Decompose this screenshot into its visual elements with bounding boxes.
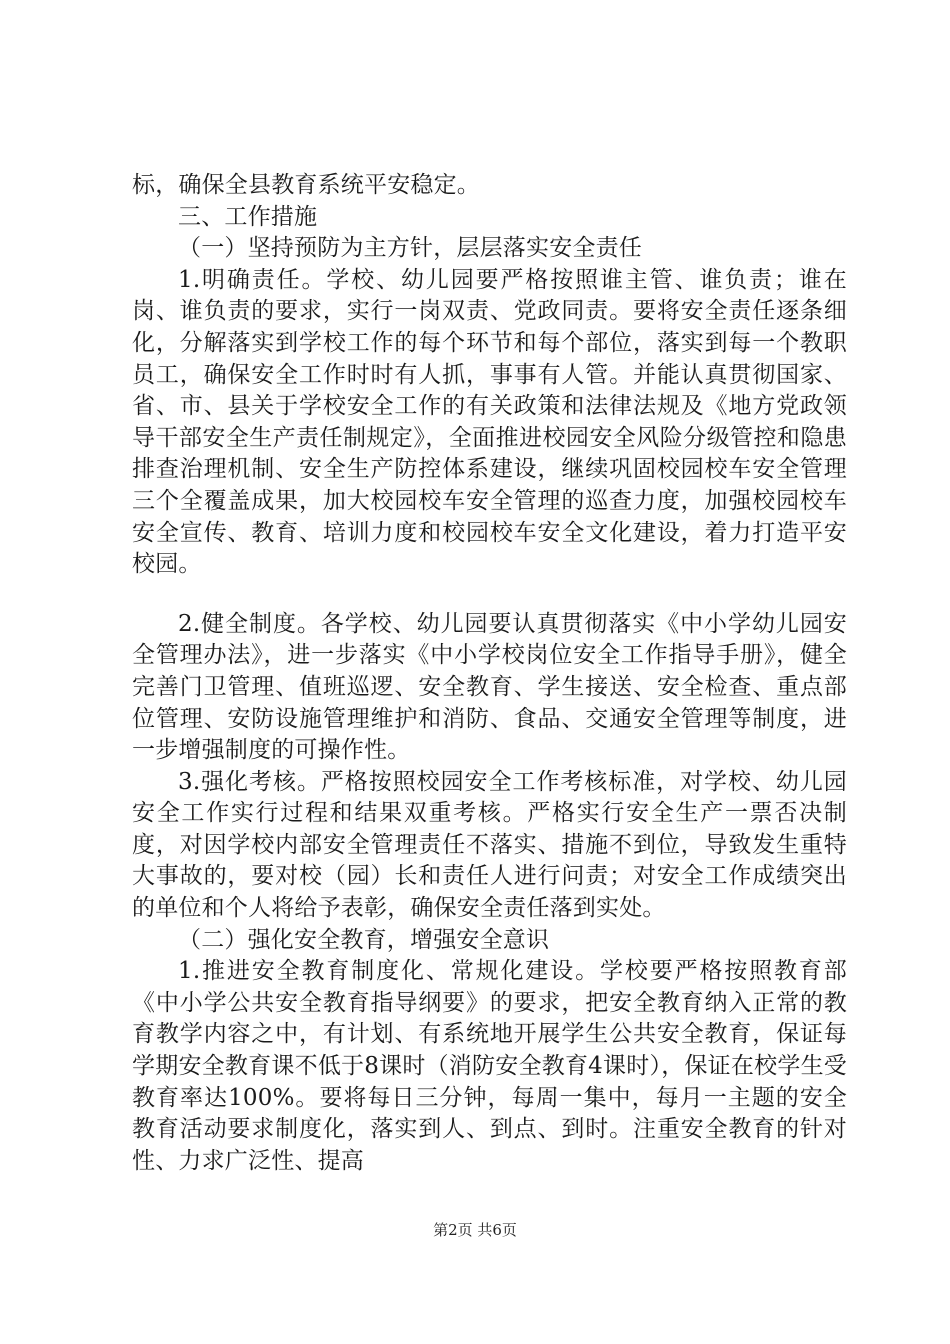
paragraph-gap	[132, 581, 847, 609]
document-body	[132, 170, 847, 1177]
paragraph-education-institutionalization: 1.推进安全教育制度化、常规化建设。学校要严格按照教育部《中小学公共安全教育指导纲要》的要求，把安全教育纳入正常的教育教学内容之中，有计划、有系统地开展学生公共安全教育，保证每学期安全教育课不低于8课时（消防安全教育4课时），保证在校学生受教育率达100%。要将每日三分钟，每周一集中，每月一主题的安全教育活动要求制度化，落实到人、到点、到时。注重安全教育的针对性、力求广泛性、提高	[132, 958, 847, 1174]
section-heading-work-measures: 三、工作措施	[178, 203, 318, 230]
paragraph-improve-system: 2.健全制度。各学校、幼儿园要认真贯彻落实《中小学幼儿园安全管理办法》，进一步落实《中小学校岗位安全工作指导手册》，健全完善门卫管理、值班巡逻、安全教育、学生接送、安全检查、重点部位管理、安防设施管理维护和消防、食品、交通安全管理等制度，进一步增强制度的可操作性。	[132, 610, 847, 764]
subsection-heading-prevention: （一）坚持预防为主方针，层层落实安全责任	[178, 235, 642, 262]
page-footer: 第2页 共6页	[433, 1221, 517, 1239]
paragraph-strengthen-assessment: 3.强化考核。严格按照校园安全工作考核标准，对学校、幼儿园安全工作实行过程和结果双重考核。严格实行安全生产一票否决制度，对因学校内部安全管理责任不落实、措施不到位，导致发生重特大事故的，要对校（园）长和责任人进行问责；对安全工作成绩突出的单位和个人将给予表彰，确保安全责任落到实处。	[132, 768, 847, 922]
paragraph-clarify-responsibility: 1.明确责任。学校、幼儿园要严格按照谁主管、谁负责；谁在岗、谁负责的要求，实行一岗双责、党政同责。要将安全责任逐条细化，分解落实到学校工作的每个环节和每个部位，落实到每一个教职员工，确保安全工作时时有人抓，事事有人管。并能认真贯彻国家、省、市、县关于学校安全工作的有关政策和法律法规及《地方党政领导干部安全生产责任制规定》，全面推进校园安全风险分级管控和隐患排查治理机制、安全生产防控体系建设，继续巩固校园校车安全管理三个全覆盖成果，加大校园校车安全管理的巡查力度，加强校园校车安全宣传、教育、培训力度和校园校车安全文化建设，着力打造平安校园。	[132, 266, 847, 578]
paragraph-continuation: 标，确保全县教育系统平安稳定。	[132, 172, 480, 198]
subsection-heading-safety-education: （二）强化安全教育，增强安全意识	[178, 926, 550, 953]
